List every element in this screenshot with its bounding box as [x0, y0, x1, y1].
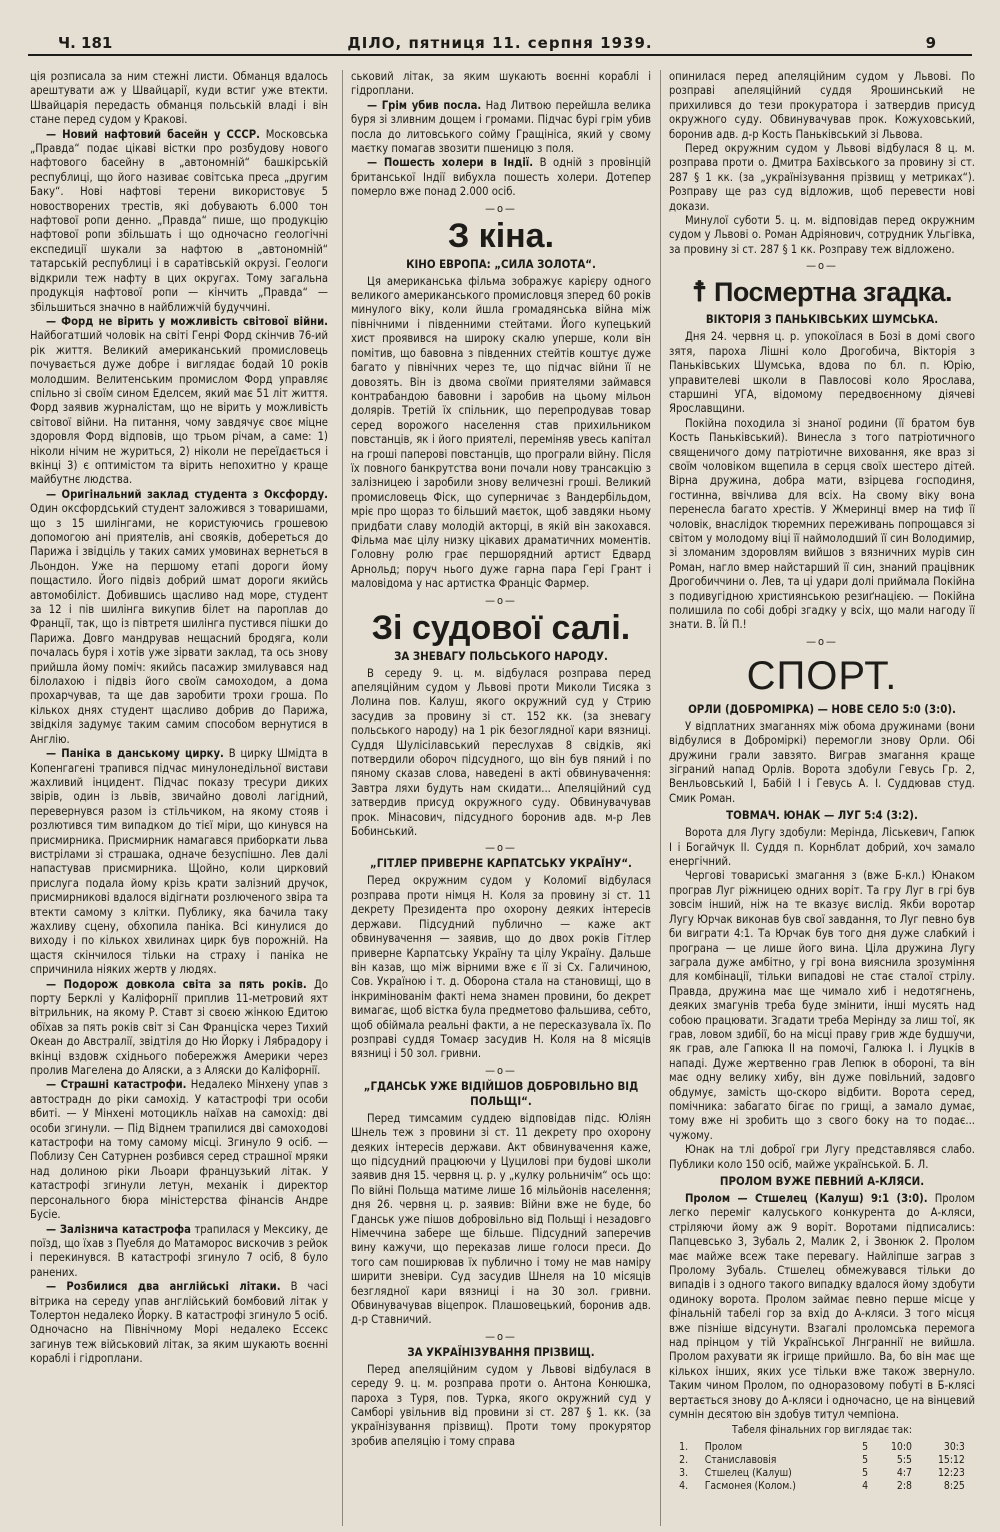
table-cell: Стшелец (Калуш) [704, 1466, 792, 1479]
article-heading: — Паніка в данському цирку. [46, 747, 224, 761]
article-text: В цирку Шмідта в Копенгагені трапився підчас минулонедільної вистави жахливий інцидент. Підчас показу тресури диких звірів, один із львів, звичайно доволі лагідний, перевернувся разом із стільчиком, на якому стояв і розлютився тим випадком до тієї міри, що кинувся на присмирника. Присмирник намагався приборкати льва вистрілами зі страшака, одначе безуспішно. Лев далі напастував присмирника. Щойно, коли цирковий прислуга подала йому крізь крати залізний дручок, присмирникові вдалося відігнати розлюченого звіра та втекти самому з клітки. Публику, яка бачила таку жахливу сцену, обхопила паніка. Всі кинулися до виходу і по кількох хвилинах цирк був порожній. На щастя скінчилося тільки на страху і паніка не спричинила ніяких жертв у людях. [30, 747, 328, 977]
article-paragraph [669, 417, 975, 633]
section-separator: —o— [485, 841, 517, 855]
article-title: КІНО ЕВРОПА: „СИЛА ЗОЛОТА“. [406, 256, 596, 271]
article-title: ПРОЛОМ ВУЖЕ ПЕВНИЙ А-КЛЯСИ. [719, 1174, 925, 1188]
article-paragraph [351, 275, 651, 592]
table-cell: 2. [679, 1453, 689, 1466]
newspaper-title: ДІЛО, пятниця 11. серпня 1939. [347, 34, 653, 52]
table-cell: 10:0 [890, 1440, 912, 1453]
article-paragraph [30, 747, 328, 978]
article-paragraph [30, 1280, 328, 1366]
article-text: Перед окружним судом у Львові відбулася 8 ц. м. розправа проти о. Дмитра Бахівського за провину зі ст. 287 § 1 кк. (за „українізування прізвищ у метриках“). Розправу ще раз суд відложив, щоб перевести нові докази. [669, 142, 975, 213]
section-separator: —o— [485, 593, 517, 607]
article-text: Минулої суботи 5. ц. м. відповідав перед окружним судом у Львові о. Роман Адріянович, сотрудник Ульгівка, за провину зі ст. 287 § 1 кк. Розправу теж відложено. [669, 214, 975, 256]
table-caption: Табеля фінальних гор виглядає так: [731, 1423, 912, 1436]
article-paragraph [351, 70, 651, 99]
article-paragraph [30, 1078, 328, 1222]
table-cell: 5:5 [896, 1453, 912, 1466]
section-title: З кіна. [447, 216, 555, 255]
table-row [675, 1454, 969, 1467]
article-text: трапилася у Мексику, де поїзд, що їхав з Пуебля до Матаморос вискочив з рейок і перекинувся. В катастрофі згинуло 7 осіб, 8 було ранених. [30, 1222, 328, 1279]
article-heading: — Подорож довкола світа за пять років. [46, 977, 307, 991]
article-paragraph [669, 214, 975, 257]
article-text: Юнак на тлі доброї гри Лугу представлявся слабо. Публики коло 150 осіб, майже українськой. Б. Л. [669, 1143, 975, 1171]
article-text: Чергові товариські змагання з (вже Б-кл.) Юнаком програв Луг ріжницею одних воріт. Та гру Луг в грі був зовсім інший, ніж на те вказує вислід. Якби воротар Лугу Юрчак виконав був свої завдання, то Луг певно був би виграти 4:1. Та Юрчак був того дня дуже слабкий і програна — це лише його вина. Ціла дружина Лугу заграла дуже амбітно, у грі вона вияснила зрозуміння для комбінації, тільки випадові не стає сталої стрілу. Правда, дружина має ще чимало хиб і недотягнень, деяких змагунів треба буде змінити, інші мусять над собою працювати. Згадати треба Мерінду за лиш тої, як грав, ловом здибії, бо на місці праву грив жде будшучи, як грав, але Гапюка ІІ на помочі, Галюка І. і Луцків в нападі. Дуже жертвенно грав Лепюк в обороні, та він має одну велику хибу, він дуже повільний, задовго обдумує, замість що-скоро відбити. Ворота серед, помічника: забагато бігає по грищі, а замало думає, тому вже ні зробить що з свого боку на то подає... чужому. [669, 869, 975, 1142]
section-separator: —o— [806, 634, 838, 648]
table-row [675, 1467, 969, 1480]
table-cell: 3. [679, 1466, 689, 1479]
article-text: опинилася перед апеляційним судом у Львові. По розправі апеляційний суддя Ярошинський не прихилився до тези прокуратора і затвердив присуд окружного суду. Обвинувачував прок. Кожуховський, боронив адв. д-р Кость Паньківський зі Львова. [669, 70, 975, 141]
article-text: У відплатних змаганнях між обома дружинами (вони відбулися в Доброміркі) перемогли знову Орли. Обі дружини грали завзято. Виграв змагання краще зіграний напад Орлів. Ворота здобули Гевусь Гр. 2, Венльовський І, Бабій І і Гевусь А. І. Суддював студ. Смик Роман. [669, 719, 975, 805]
article-text: Московська „Правда“ подає цікаві вістки про розбудову нового нафтового басейну в „автономній“ башкірській республиці, що його називає совітська преса „другим Баку“. Нові нафтові терени використовує 5 новостворених трестів, які добувають 6.000 тон нафтової ропи денно. „Правда“ пише, що продукцію нафтової ропи збільшать і що одночасно геологічні експедиції шукали за нафтою в „автономній“ татарській республиці і в саратівській окрузі. Геологи відкрили теж нафту в цих округах. Тому загальна продукція нафтової ропи — кінчить „Правда“ — збільшиться значно в найближчій будуччині. [30, 127, 328, 314]
table-cell: Гасмонея (Колом.) [704, 1479, 796, 1492]
article-text: Один оксфордський студент заложився з товаришами, що з 15 шилінгами, не користуючись грошевою допомогою ані приятелів, ані свояків, добереться до Парижа і звідціль у таких самих умовинах вернеться в Льондон. Уже на першому етапі дороги йому пощастило. Його підвіз добрий шмат дороги якийсь автомобіліст. Добившись щасливо над море, студент за 12 і пів шилінга викупив білет на пароплав до Франції, так, що із півтретя шилінга пустився пішки до Парижа. Довго мандрував нещасний бродяга, коли почалась буря і хотів уже зірвати заклад, та ось знову прийшла йому поміч: якийсь пасажир змилувався над білолахою і підвіз його своїм самоходом, а дома прохарчував, та ще дав заробити трохи гроша. По кількох днях студент щасливо добрив до Парижа, звідкіля задумує таким самим способом вернутися в Англію. [30, 502, 328, 746]
article-text: Пролом легко переміг калуського конкурента до А-кляси, стріляючи йому аж 9 воріт. Воротами підписались: Папцевсько 3, Зубаль 2, Малик 2, і Звонюк 2. Пролом має майже всеж таке перевагу. Найліпше заграв з Пролому Зубаль. Стшелец обмежувався тільки до випадів і з одного такого випадку вдалося йому здобути одиноку ворота. Пролом займає певно перше місце у фінальній табелі гор за вхід до А-кляси. З того місця вже пізніше відсунути. Взагалі проломська перемога над прінцом у тій Української Лнграннії не вийшла. Пролом рахувати як ігрище прийшло. Ва, бо він має ще кількох інших, яких усе тільки вже також звернуло. Таким чином Пролом, по одноразовому побуті в Б-клясі вертається знову до А-кляси і одночасно, це на вінцевий сумнін десятою він здобув титул чемпіона. [669, 1192, 975, 1422]
article-paragraph [30, 315, 328, 488]
article-paragraph [30, 128, 328, 315]
article-text: Над Литвою перейшла велика буря зі зливним дощем і громами. Підчас бурі грім убив посла до литовського сойму Гращініса, який у свому маєтку помагав звозити пшеницю з поля. [351, 98, 651, 156]
article-text: В середу 9. ц. м. відбулася розправа перед апеляційним судом у Львові проти Миколи Тисяка з Лолина пов. Калуш, якого окружний суд у Стрию засудив за провину зі ст. 152 кк. (за зневагу польського народу) на 1 рік безоглядної кари вязниці. Суддя Шулісілавський переслухав 8 свідків, які потвердили обороч підсудного, що він був пяний і по пяному сказав слова, наведені в акті обвинувачення: Завтра ляхи будуть нам скидати... Апеляційний суд затвердив присуд окружного суду. Обвинувачував прок. Мінасович, підсудного боронив адв. м-р Лев Бобинський. [351, 666, 651, 839]
table-row [675, 1441, 969, 1454]
article-paragraph [669, 70, 975, 142]
section-separator: —o— [485, 1329, 517, 1343]
league-table [675, 1441, 969, 1493]
table-cell: 4. [679, 1479, 689, 1492]
article-title: ТОВМАЧ. ЮНАК — ЛУГ 5:4 (3:2). [726, 808, 918, 823]
article-paragraph [669, 869, 975, 1143]
article-heading: — Грім убив посла. [367, 98, 482, 112]
page-number: 9 [925, 34, 936, 52]
article-paragraph [351, 1363, 651, 1449]
issue-number: Ч. 181 [58, 34, 113, 52]
column-1 [30, 70, 328, 1526]
article-paragraph [30, 978, 328, 1079]
article-heading: — Форд не вірить у можливість світової війни. [46, 314, 328, 328]
table-cell: 5 [862, 1440, 869, 1453]
article-heading: — Залізнича катастрофа [46, 1222, 191, 1236]
article-paragraph [351, 156, 651, 199]
article-paragraph [30, 1223, 328, 1281]
column-2 [342, 70, 651, 1526]
article-text: Ворота для Лугу здобули: Мерінда, Ліськевич, Гапюк І і Богайчук ІІ. Суддя п. Корнблат добрий, хоч замало енергічний. [669, 826, 975, 869]
table-cell: Пролом [704, 1440, 743, 1453]
table-row [675, 1480, 969, 1493]
article-text: Перед окружним судом у Коломиї відбулася розправа проти німця Н. Коля за провину зі ст. 11 декрету Президента про охорону деяких інтересів держави. Підсудний публично — каже акт обвинувачення — заявив, що до двох років Гітлер приверне Карпатську Україну та цілу Україну. Дальше він казав, що між вірними вже є її зі Сх. Галичиною, Сов. Україною і т. д. Оборона стала на становищі, що в інкримінованім факті нема знамен провини, бо декрет вимагає, щоб вістка була предметово фальшива, себто, щоб обіймала реальні факти, а не пересказувала їх. По розправі суддя Томаєр засудив Н. Коля на 8 місяців вязниці і 50 зол. гривни. [351, 874, 651, 1061]
article-paragraph [30, 488, 328, 747]
article-text: Покійна походила зі знаної родини (її братом був Кость Паньківський). Винесла з того патріотичного священичого дому патріотичне виховання, яке враз зі своїм чоловіком вщепила в серця своїх шестеро дітей. Вірна дружина, добра мати, взірцева господиня, гостинна, ввічлива для всіх. На свому віку вона перенесла багато хрестів. У Жмеринці вмер на тиф її чоловік, внаслідок тюремних переживань попрощався зі світом у молодому віці її наймолодший її син Володимир, зі зломаним здоровлям вийшов з вязничних мурів син Роман, нагло вмер найстарший її син, знаний працівник Дрогобиччини о. Лев, та ці удари долі приймала Покійна з подивугідною християнською резиґнацією. — Покійна полишила по собі добрі згадку у всіх, що мали нагоду її знати. В. Їй П.! [669, 416, 975, 632]
article-text: ція розписала за ним стежні листи. Обманця вдалось арештувати аж у Швайцарії, куди встиг уже втекти. Швайцарія передасть обманця польській владі і він стане перед судом у Кракові. [30, 70, 328, 127]
table-cell: 8:25 [943, 1479, 965, 1492]
section-title: Зі судової салі. [371, 608, 631, 647]
article-text: До порту Берклі у Каліфорнії приплив 11-метровий яхт вітрильник, на якому Р. Ставт зі своєю жінкою Едитою обїхав за пять років світ зі Сан Франціска через Тихий Океан до Австралії, звідтіля до Ню Йорку і Лябрадору і вкінці вздовж східнього побережжя Америки через пролив Магелена до Аляски, а з Аляски до Каліфорнії. [30, 977, 328, 1078]
section-separator: —o— [806, 259, 838, 273]
article-title: ОРЛИ (ДОБРОМІРКА) — НОВЕ СЕЛО 5:0 (3:0). [688, 701, 956, 716]
article-paragraph [351, 99, 651, 157]
masthead [28, 30, 972, 56]
article-paragraph [351, 667, 651, 840]
article-title: „ГІТЛЕР ПРИВЕРНЕ КАРПАТСЬКУ УКРАЇНУ“. [370, 856, 632, 871]
article-paragraph [669, 1192, 975, 1423]
article-text: Дня 24. червня ц. р. упокоїлася в Бозі в домі свого зятя, пароха Лішні коло Дрогобича, Вікторія з Паньківських Шумська, вдова по бл. п. Юрію, управителеві школи в Павлосові коло Ярослава, старшині УГА, відомому передвоєнному діячеві Ярославщини. [669, 330, 975, 416]
article-heading: — Пошесть холери в Індії. [367, 156, 534, 170]
table-cell: Станиславовія [704, 1453, 777, 1466]
article-heading: — Новий нафтовий басейн у СССР. [46, 127, 260, 141]
article-text: В одній з провінцій британської Індії вибухла пошесть холери. Дотепер померло вже понад 2.000 осіб. [351, 156, 651, 199]
column-3 [660, 70, 975, 1526]
article-paragraph [669, 720, 975, 806]
article-text: Ця американська фільма зображує карієру одного великого американського промисловця зперед 60 років минулого віку, коли йшла громадянська війна між північними і південними стейтами. Його купецький хист проявився на широку скалю уперше, коли він помітив, що бавовна з південних стейтів коштує дуже багато у північних через те, що підчас війни її не довозять. Він із двома своїми приятелями займався контрабандою бавовни і заробив на цьому мільон долярів. Третій їх спільник, що перепродував товар серед ворожого населення став прихильником повстанців, як і його приятелі, переміняв увесь капітал на гроші паперові повстанців, що програли війну. Після їх повного банкрутства вони почали нову трансакцію з залізницею і заробили знову величезні гроші. Великий промисловець Фіск, що суперничає з Вандербільдом, мріє про щораз то більший маєток, щоб завдяки ньому придбати славу молодій акторці, в якій він закохався. Фільма має цілу низку цікавих драматичних моментів. Головну ролю грає першорядний артист Едвард Арнольд; поруч нього дуже гарна пара Гері Грант і маловідома у нас артистка Франціс Фармер. [351, 274, 651, 591]
article-paragraph [30, 70, 328, 128]
article-text: ськовий літак, за яким шукають воєнні кораблі і гідроплани. [351, 70, 651, 98]
article-heading: — Розбилися два англійські літаки. [46, 1280, 281, 1294]
article-heading: Пролом — Стшелец (Калуш) 9:1 (3:0). [685, 1192, 928, 1205]
table-cell: 2:8 [896, 1479, 912, 1492]
article-text: Найбогатший чоловік на світі Генрі Форд скінчив 76-ий рік життя. Великий американський промисловець почувається дуже добре і виглядає бодай 10 років молодшим. Велитенським промислом Форд управляє спільно зі своїм сином Еделсем, який має 51 літ життя. Форд заявив журналістам, що не вірить у можливість світової війни. На питання, чому завдячує своє міцне здоровля Форд відповів, що трьом річам, а саме: 1) ніколи нічим не журиться, 2) ніколи не переїдається і вкінці 3) є оптимістом та вірить непохитно у краще майбутнє людства. [30, 329, 328, 487]
table-cell: 5 [862, 1466, 869, 1479]
article-title: „ГДАНСЬК УЖЕ ВІДІЙШОВ ДОБРОВІЛЬНО ВІД ПОЛЬЩІ“. [363, 1078, 639, 1108]
article-title: ЗА УКРАЇНІЗУВАННЯ ПРІЗВИЩ. [407, 1344, 595, 1359]
sport-section-title: СПОРТ. [746, 653, 898, 698]
table-cell: 4 [862, 1479, 869, 1492]
article-title: ВІКТОРІЯ З ПАНЬКІВСЬКИХ ШУМСЬКА. [705, 312, 939, 327]
article-paragraph [669, 826, 975, 869]
article-text: В часі вітрика на середу упав англійський бомбовий літак у Толертон недалеко Йорку. В катастрофі згинуло 5 осіб. Одночасно на Північному Морі недалеко Ессекс загинув теж військовий літак, за яким шукають воєнні кораблі і гідроплани. [30, 1280, 328, 1366]
article-paragraph [351, 874, 651, 1061]
article-text: Перед тимсамим суддею відповідав підс. Юліян Шнель теж з провини зі ст. 11 декрету про охорону деяких інтересів держави. Акт обвинувачення каже, що підсудний працюючи у Цуцилові при будові школи заявив дня 15. червня ц. р. у „кулку рольничім“ ось що: По війні Польща матиме лише 16 мільйонів населення; дня 26. червня ц. р. заявив: Війни вже не буде, бо Гданськ уже пішов добровільно від Польщі і незадовго Німеччина забере ще більше. Підсудний заперечив вину кажучи, що переказав лише голоси преси. До того сам поширював їх публично і тому не мав наміру ширити зневіри. Суд засудив Шнеля на 10 місяців безглядної кари вязниці і на 30 зол. гривни. Обвинувачував віцепрок. Плашовецький, боронив адв. д-р Ставничий. [351, 1111, 651, 1327]
article-title: ЗА ЗНЕВАГУ ПОЛЬСЬКОГО НАРОДУ. [394, 648, 608, 663]
article-text: Недалеко Мінхену упав з автострадн до ріки самохід. У катастрофі три особи вбиті. — У Мінхені мотоцикль наїхав на самохід: дві особи згинули. — Під Віднем трапилися дві самоходові катастрофи на тому самому місці. Згинуло 9 осіб. — Поблизу Сен Сатурнен розбився серед страшної мряки над долиною ріки Льоари французький літак. У катастрофі згинули летун, механік і директор персонального бюра міністерства фінансів Андре Бусіе. [30, 1078, 328, 1222]
cross-icon: ☨ [691, 276, 714, 308]
table-cell: 4:7 [896, 1466, 912, 1479]
obituary-section-title [669, 276, 975, 308]
article-paragraph [669, 1143, 975, 1172]
article-paragraph [669, 142, 975, 214]
article-text: Перед апеляційним судом у Львові відбулася в середу 9. ц. м. розправа проти о. Антона Конюшка, пароха з Туря, пов. Турка, якого окружний суд у Самборі увільнив від провини зі ст. 287 § 1. кк. (за українізування прізвищ). Проти тому прокурятор зробив апеляцію і тому справа [351, 1362, 651, 1448]
article-paragraph [669, 330, 975, 416]
section-separator: —o— [485, 201, 517, 215]
section-separator: —o— [485, 1063, 517, 1077]
table-cell: 1. [679, 1440, 689, 1453]
table-cell: 12:23 [937, 1466, 965, 1479]
table-cell: 15:12 [937, 1453, 965, 1466]
article-heading: — Оригінальний заклад студента з Оксфорду. [46, 487, 328, 501]
table-cell: 5 [862, 1453, 869, 1466]
table-cell: 30:3 [943, 1440, 965, 1453]
article-paragraph [351, 1112, 651, 1328]
obituary-title-text: Посмертна згадка. [713, 277, 953, 308]
article-heading: — Страшні катастрофи. [46, 1078, 187, 1092]
